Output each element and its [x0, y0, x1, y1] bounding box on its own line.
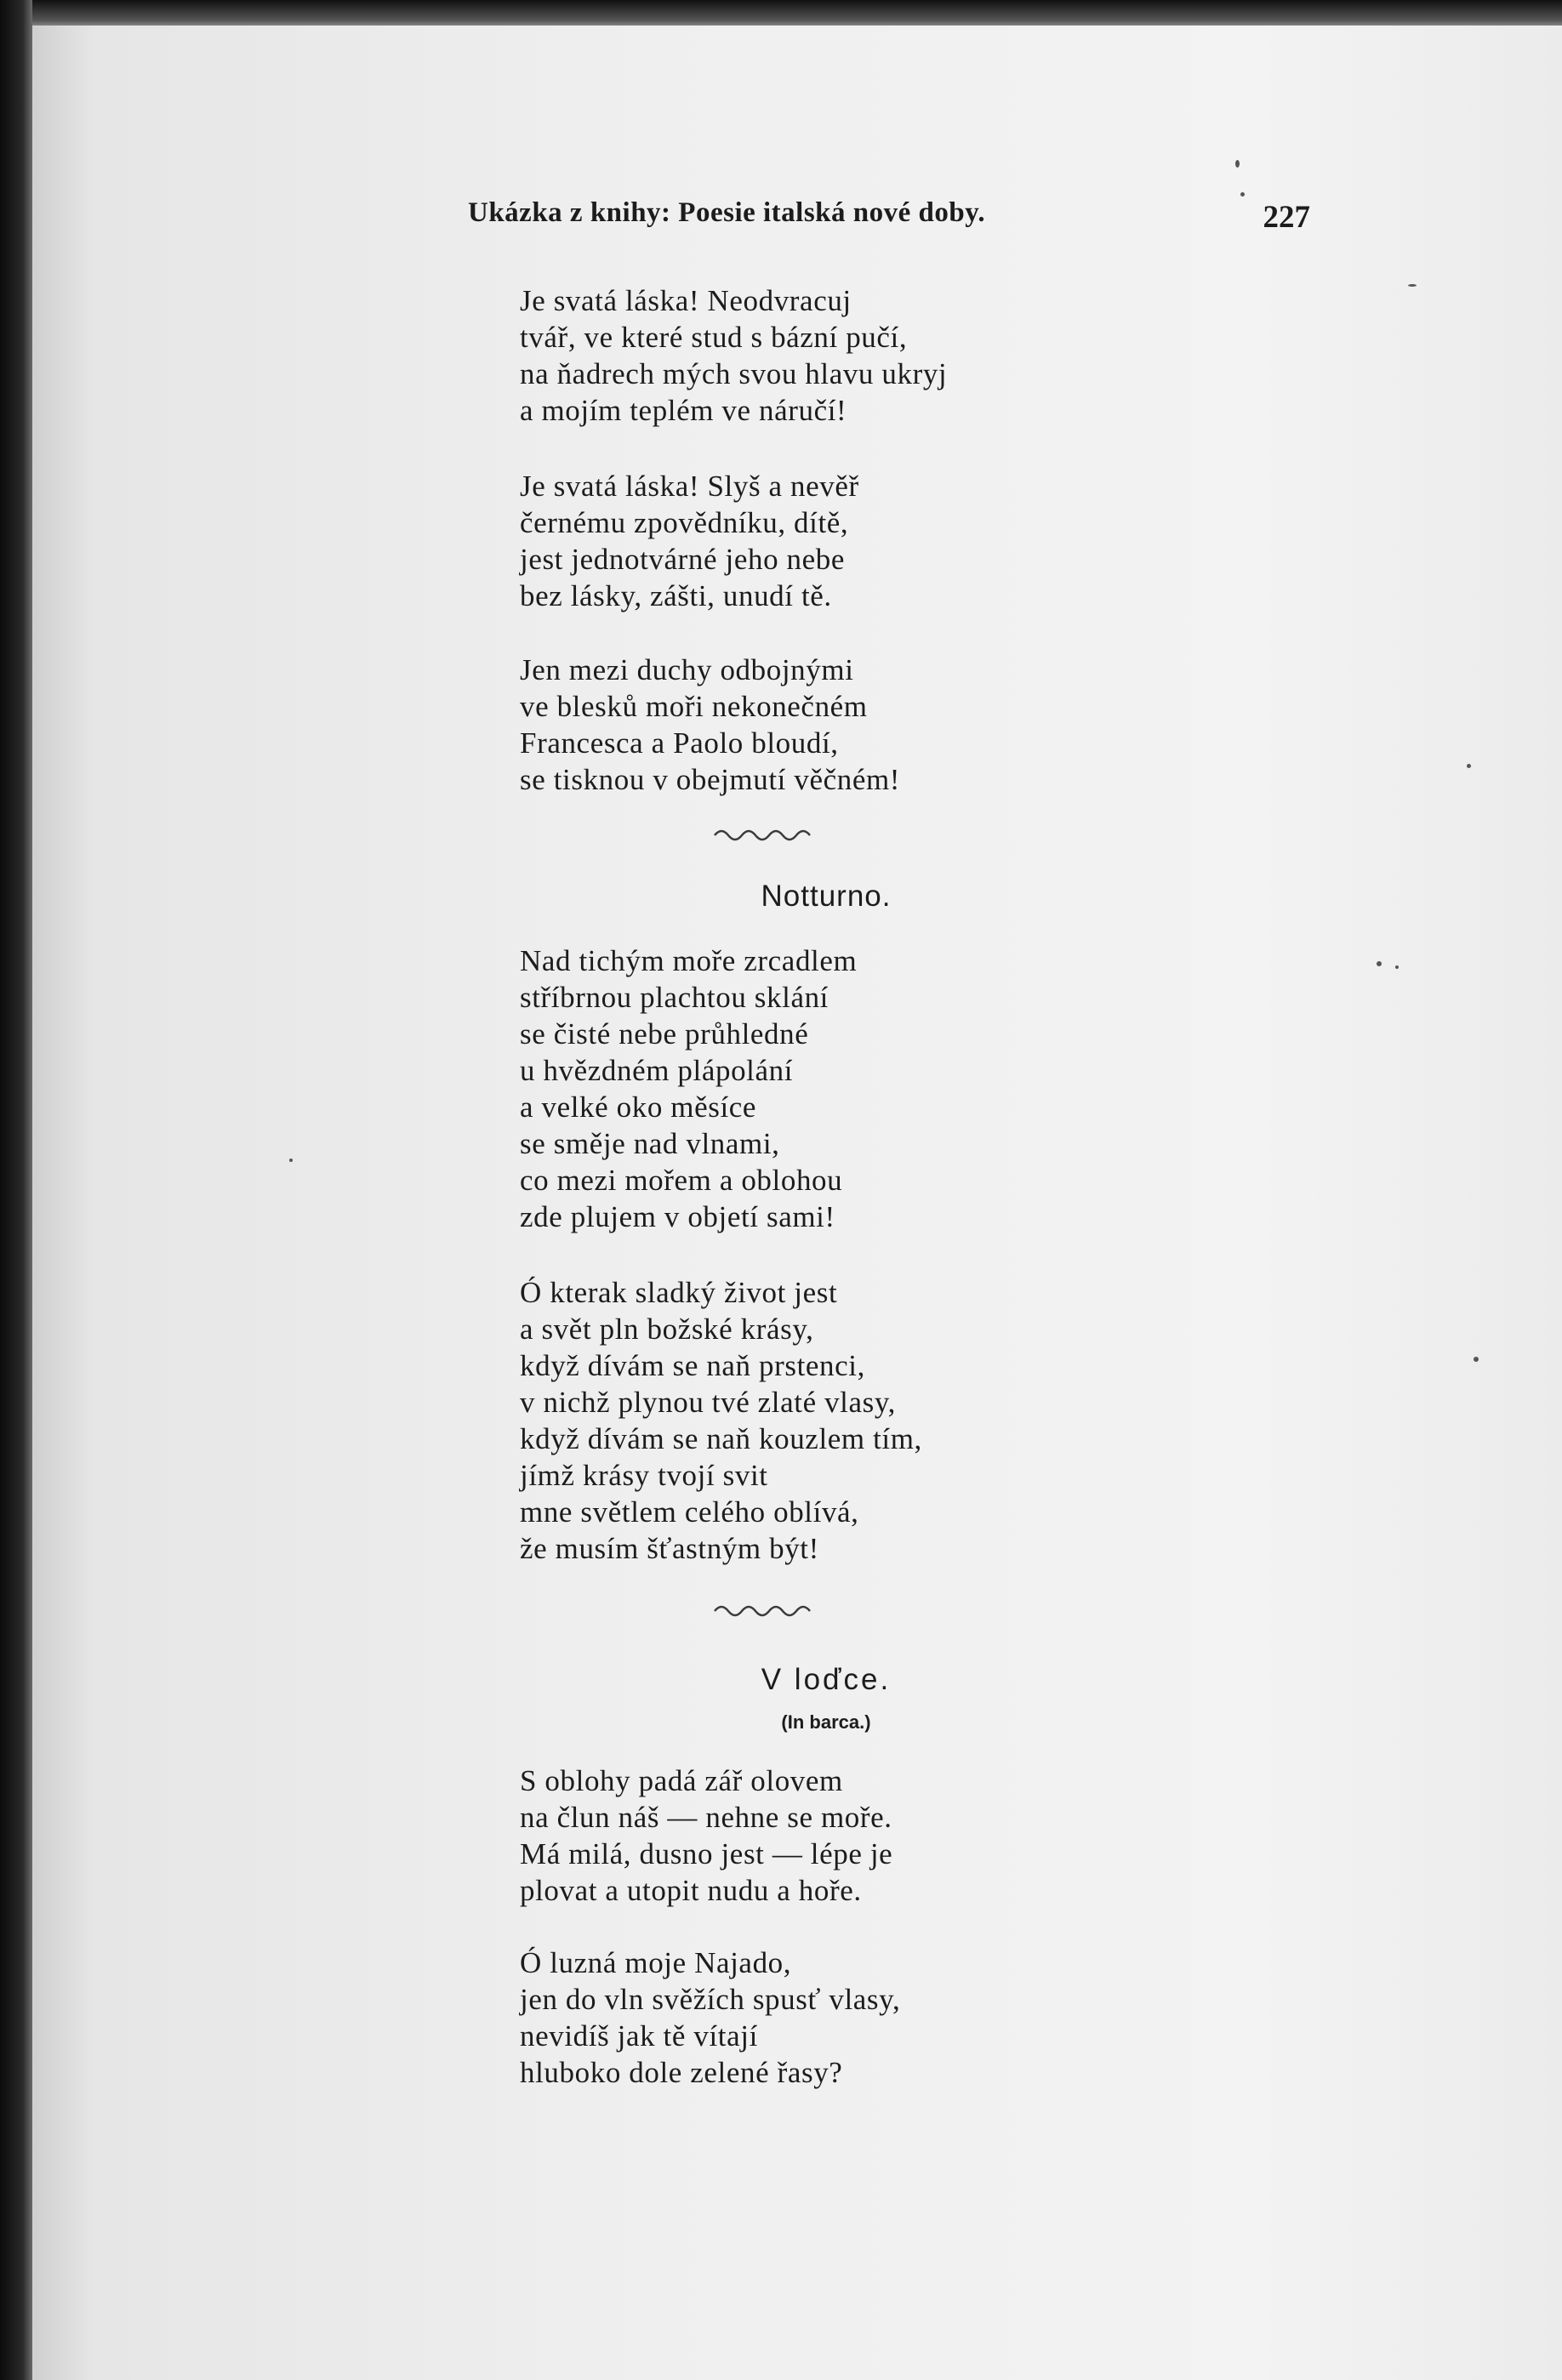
scan-speck [1377, 961, 1382, 966]
verse-line: nevidíš jak tě vítají [520, 2019, 758, 2053]
stanza [520, 468, 1132, 614]
scan-speck [1408, 284, 1417, 287]
page-number: 227 [1263, 200, 1310, 235]
scan-border-left [0, 0, 32, 2380]
verse-line: Má milá, dusno jest — lépe je [520, 1837, 893, 1870]
scan-speck [1395, 965, 1399, 969]
verse-line: v nichž plynou tvé zlaté vlasy, [520, 1386, 897, 1419]
stanza [520, 1762, 1132, 1909]
stanza [520, 652, 1132, 798]
verse-line: plovat a utopit nudu a hoře. [520, 1874, 862, 1907]
verse-line: černému zpovědníku, dítě, [520, 506, 849, 539]
scan-speck [1240, 192, 1245, 196]
scan-speck [1474, 1357, 1479, 1362]
verse-line: na člun náš — nehne se moře. [520, 1801, 892, 1834]
verse-line: S oblohy padá zář olovem [520, 1764, 843, 1797]
verse-line: zde plujem v objetí sami! [520, 1200, 835, 1233]
verse-line: u hvězdném plápolání [520, 1054, 794, 1087]
verse-line: mne světlem celého oblívá, [520, 1495, 859, 1529]
scan-speck [1235, 160, 1240, 168]
verse-line: jen do vln svěžích spusť vlasy, [520, 1983, 901, 2016]
verse-line: stříbrnou plachtou sklání [520, 981, 829, 1014]
verse-line: jímž krásy tvojí svit [520, 1459, 768, 1492]
scan-speck [289, 1159, 293, 1162]
verse-line: a velké oko měsíce [520, 1090, 757, 1124]
verse-line: se směje nad vlnami, [520, 1127, 780, 1160]
verse-line: Jen mezi duchy odbojnými [520, 653, 854, 686]
verse-line: když dívám se naň prstenci, [520, 1349, 865, 1382]
running-title: Ukázka z knihy: Poesie italská nové doby. [468, 197, 986, 228]
verse-line: a svět pln božské krásy, [520, 1312, 814, 1346]
verse-line: Nad tichým moře zrcadlem [520, 944, 858, 977]
verse-line: hluboko dole zelené řasy? [520, 2056, 843, 2089]
verse-line: tvář, ve které stud s bázní pučí, [520, 321, 908, 354]
wave-ornament [713, 825, 815, 842]
verse-line: co mezi mořem a oblohou [520, 1164, 843, 1197]
verse-line: Ó luzná moje Najado, [520, 1946, 792, 1979]
verse-line: Je svatá láska! Slyš a nevěř [520, 470, 859, 503]
verse-line: ve blesků moři nekonečném [520, 690, 868, 723]
verse-line: že musím šťastným být! [520, 1532, 819, 1565]
stanza [520, 282, 1132, 429]
verse-line: se tisknou v obejmutí věčném! [520, 763, 901, 796]
stanza [520, 1944, 1132, 2091]
verse-line: když dívám se naň kouzlem tím, [520, 1422, 922, 1455]
stanza [520, 942, 1132, 1235]
verse-line: Je svatá láska! Neodvracuj [520, 284, 852, 317]
verse-line: bez lásky, zášti, unudí tě. [520, 579, 832, 612]
section-subtitle: (In barca.) [781, 1711, 871, 1733]
verse-line: se čisté nebe průhledné [520, 1017, 809, 1051]
verse-line: jest jednotvárné jeho nebe [520, 543, 845, 576]
verse-line: Francesca a Paolo bloudí, [520, 726, 839, 760]
wave-ornament [713, 1601, 815, 1618]
scan-speck [1467, 764, 1471, 768]
section-title-notturno: Notturno. [761, 880, 892, 913]
running-header [468, 197, 1310, 248]
verse-line: na ňadrech mých svou hlavu ukryj [520, 357, 948, 390]
section-title-v-lodce: V loďce. [761, 1663, 892, 1696]
verse-line: a mojím teplém ve náručí! [520, 394, 847, 427]
stanza [520, 1274, 1132, 1567]
verse-line: Ó kterak sladký život jest [520, 1276, 838, 1309]
